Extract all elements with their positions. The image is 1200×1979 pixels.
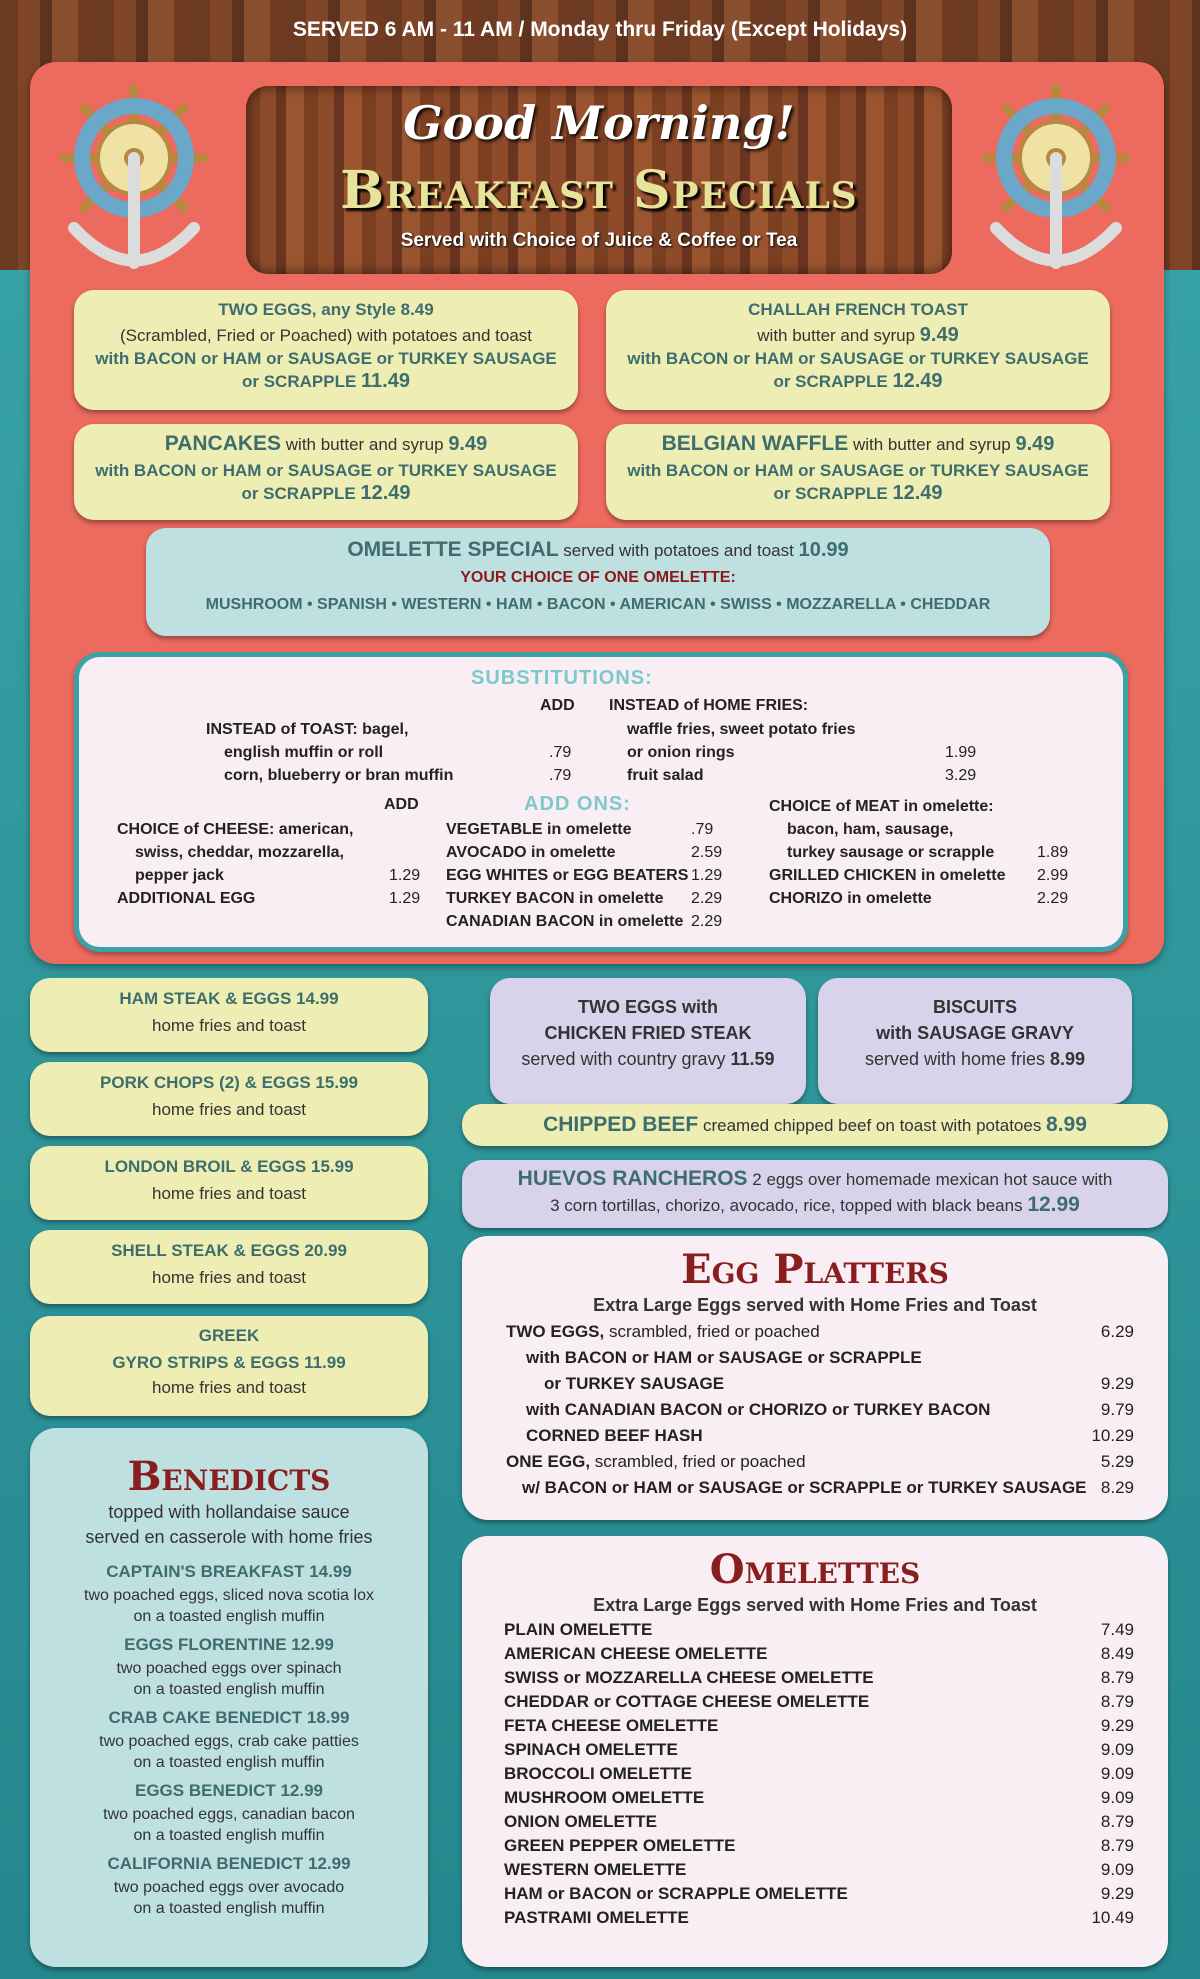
omelette-price: 9.09 <box>1100 1860 1134 1879</box>
omelette-price: 9.09 <box>1100 1788 1134 1807</box>
omelette-item: ONION OMELETTE <box>504 1812 657 1831</box>
omelette-item: FETA CHEESE OMELETTE <box>504 1716 719 1735</box>
omelette-price: 8.79 <box>1100 1668 1134 1687</box>
add-on-item: EGG WHITES or EGG BEATERS <box>446 867 689 884</box>
ship-wheel-anchor-icon <box>44 78 224 278</box>
egg-platter-row <box>544 1374 724 1394</box>
gyro-strips-eggs: GREEK GYRO STRIPS & EGGS 11.99 home fries and toast <box>30 1316 428 1416</box>
egg-platter-row <box>526 1348 922 1368</box>
add-on-price: 1.29 <box>691 867 723 884</box>
omelettes-section: Omelettes Extra Large Eggs served with Home Fries and Toast PLAIN OMELETTE 7.49 AMERICAN CHEESE OMELETTE 8.49 SWISS or MOZZARELLA CHEESE OMELETTE 8.79 CHEDDAR or COTTAGE CHEESE OMELETTE 8.79 FETA CHEESE OMELETTE 9.29 SPINACH OMELETTE 9.09 BROCCOLI OMELETTE 9.09 MUSHROOM OMELETTE 9.09 ONION OMELETTE 8.79 GREEN PEPPER OMELETTE 8.79 WESTERN OMELETTE 9.09 HAM or BACON or SCRAPPLE OMELETTE 9.29 PASTRAMI OMELETTE 10.49 <box>462 1536 1168 1967</box>
benedict-item <box>30 1558 428 1627</box>
benedicts-list <box>30 1558 428 1919</box>
egg-platter-row <box>526 1400 990 1420</box>
benedicts-section: Benedicts topped with hollandaise sauce served en casserole with home fries CAPTAIN'S BREAKFAST 14.99 two poached eggs, sliced nova scotia lox on a toasted english muffin EGGS FLORENTINE 12.99 two poached eggs over spinach on a toasted english muffin CRAB CAKE BENEDICT 18.99 two poached eggs, crab cake patties on a toasted english muffin EGGS BENEDICT 12.99 two poached eggs, canadian bacon on a toasted english muffin CALIFORNIA BENEDICT 12.99 two poached eggs over avocado on a toasted english muffin <box>30 1428 428 1967</box>
benedict-description: two poached eggs, sliced nova scotia lox <box>84 1587 374 1604</box>
egg-platter-row <box>522 1478 1087 1498</box>
benedict-description: two poached eggs, canadian bacon <box>103 1806 355 1823</box>
omelette-price: 9.29 <box>1100 1884 1134 1903</box>
egg-platter-detail: scrambled, fried or poached <box>604 1322 820 1341</box>
two-eggs-special: TWO EGGS, any Style 8.49 (Scrambled, Fried or Poached) with potatoes and toast with BACON or HAM or SAUSAGE or TURKEY SAUSAGE or SCRAPPLE 11.49 <box>74 290 578 410</box>
belgian-waffle-special: BELGIAN WAFFLE with butter and syrup 9.49 with BACON or HAM or SAUSAGE or TURKEY SAUSAGE or SCRAPPLE 12.49 <box>606 424 1110 520</box>
egg-platter-item: with CANADIAN BACON or CHORIZO or TURKEY BACON <box>526 1400 991 1419</box>
substitutions-title: SUBSTITUTIONS: <box>471 667 653 689</box>
ham-steak-eggs: HAM STEAK & EGGS 14.99 home fries and toast <box>30 978 428 1052</box>
benedict-description: on a toasted english muffin <box>133 1681 325 1698</box>
benedict-description: on a toasted english muffin <box>133 1827 325 1844</box>
egg-platter-price: 6.29 <box>1100 1322 1134 1341</box>
egg-platter-price: 8.29 <box>1100 1478 1134 1497</box>
omelette-item: MUSHROOM OMELETTE <box>504 1788 705 1807</box>
add-on-item: VEGETABLE in omelette <box>446 821 632 838</box>
benedict-description: two poached eggs over spinach <box>116 1660 342 1677</box>
omelette-item: WESTERN OMELETTE <box>504 1860 687 1879</box>
benedict-description: on a toasted english muffin <box>133 1754 325 1771</box>
omelette-item: PASTRAMI OMELETTE <box>504 1908 689 1927</box>
egg-platter-item: TWO EGGS, <box>506 1322 605 1341</box>
benedict-description: two poached eggs, crab cake patties <box>99 1733 359 1750</box>
benedict-title: EGGS BENEDICT 12.99 <box>134 1781 323 1800</box>
omelette-item: PLAIN OMELETTE <box>504 1620 653 1639</box>
add-on-item: AVOCADO in omelette <box>446 844 616 861</box>
banner-title: Breakfast Specials <box>340 160 858 221</box>
benedict-title: CRAB CAKE BENEDICT 18.99 <box>108 1708 350 1727</box>
benedict-item <box>30 1777 428 1846</box>
omelette-price: 9.29 <box>1100 1716 1134 1735</box>
add-ons-title: ADD ONS: <box>524 793 631 815</box>
egg-platter-item: w/ BACON or HAM or SAUSAGE or SCRAPPLE or TURKEY SAUSAGE <box>522 1478 1087 1497</box>
omelette-item: SWISS or MOZZARELLA CHEESE OMELETTE <box>504 1668 874 1687</box>
omelette-price: 8.79 <box>1100 1812 1134 1831</box>
omelette-price: 8.79 <box>1100 1836 1134 1855</box>
omelette-item: AMERICAN CHEESE OMELETTE <box>504 1644 768 1663</box>
london-broil-eggs: LONDON BROIL & EGGS 15.99 home fries and toast <box>30 1146 428 1220</box>
benedict-description: on a toasted english muffin <box>133 1900 325 1917</box>
omelettes-title: Omelettes <box>709 1546 921 1593</box>
omelette-item: HAM or BACON or SCRAPPLE OMELETTE <box>504 1884 848 1903</box>
omelette-item: SPINACH OMELETTE <box>504 1740 678 1759</box>
add-on-price: .79 <box>691 821 714 838</box>
shell-steak-eggs: SHELL STEAK & EGGS 20.99 home fries and toast <box>30 1230 428 1304</box>
egg-platter-price: 9.29 <box>1100 1374 1134 1393</box>
omelette-price: 9.09 <box>1100 1740 1134 1759</box>
omelette-price: 9.09 <box>1100 1764 1134 1783</box>
egg-platter-item: CORNED BEEF HASH <box>526 1426 703 1445</box>
add-on-price: 2.29 <box>691 890 723 907</box>
egg-platters-title: Egg Platters <box>681 1246 949 1293</box>
omelette-price: 10.49 <box>1091 1908 1134 1927</box>
benedict-item <box>30 1850 428 1919</box>
challah-french-toast-special: CHALLAH FRENCH TOAST with butter and syrup 9.49 with BACON or HAM or SAUSAGE or TURKEY SAUSAGE or SCRAPPLE 12.49 <box>606 290 1110 410</box>
omelette-item: GREEN PEPPER OMELETTE <box>504 1836 736 1855</box>
omelette-price: 8.49 <box>1100 1644 1134 1663</box>
omelette-item: BROCCOLI OMELETTE <box>504 1764 692 1783</box>
add-on-item: CANADIAN BACON in omelette <box>446 913 684 930</box>
egg-platter-item: or TURKEY SAUSAGE <box>544 1374 725 1393</box>
benedicts-title: Benedicts <box>127 1453 331 1500</box>
egg-platter-row <box>506 1322 820 1342</box>
benedict-title: CAPTAIN'S BREAKFAST 14.99 <box>106 1562 352 1581</box>
breakfast-banner <box>246 86 952 274</box>
banner-greeting: Good Morning! <box>403 96 795 150</box>
egg-platter-row <box>526 1426 703 1446</box>
pork-chops-eggs: PORK CHOPS (2) & EGGS 15.99 home fries and toast <box>30 1062 428 1136</box>
add-on-item: TURKEY BACON in omelette <box>446 890 664 907</box>
benedict-description: on a toasted english muffin <box>133 1608 325 1625</box>
ship-wheel-anchor-icon <box>966 78 1146 278</box>
omelette-price: 7.49 <box>1100 1620 1134 1639</box>
banner-subtitle: Served with Choice of Juice & Coffee or Tea <box>400 230 798 251</box>
egg-platter-detail: scrambled, fried or poached <box>590 1452 806 1471</box>
chipped-beef: CHIPPED BEEF creamed chipped beef on toast with potatoes 8.99 <box>462 1104 1168 1146</box>
add-on-price: 2.59 <box>691 844 723 861</box>
substitutions-box: SUBSTITUTIONS: ADD INSTEAD of TOAST: bagel, english muffin or roll .79 corn, blueberry or bran muffin .79 INSTEAD of HOME FRIES: waffle fries, sweet potato fries or onion rings 1.99 fruit salad 3.29 ADD ADD ONS: CHOICE of CHEESE: american, swiss, cheddar, mozzarella, pepper jack 1.29 ADDITIONAL EGG 1.29 VEGETABLE in omelette .79 AVOCADO in omelette 2.59 EGG WHITES or EGG BEATERS 1.29 TURKEY BACON in omelette 2.29 CANADIAN BACON in omelette 2.29 CHOICE of MEAT in omelette: bacon, ham, sausage, turkey sausage or scrapple 1.89 GRILLED CHICKEN in omelette 2.99 CHORIZO in omelette 2.29 <box>74 652 1128 952</box>
omelette-item: CHEDDAR or COTTAGE CHEESE OMELETTE <box>504 1692 870 1711</box>
omelette-special: OMELETTE SPECIAL served with potatoes and toast 10.99 YOUR CHOICE OF ONE OMELETTE: MUSHROOM • SPANISH • WESTERN • HAM • BACON • AMERICAN • SWISS • MOZZARELLA • CHEDDAR <box>146 528 1050 636</box>
chicken-fried-steak-eggs: TWO EGGS with CHICKEN FRIED STEAK served with country gravy 11.59 <box>490 978 806 1104</box>
hours-note: SERVED 6 AM - 11 AM / Monday thru Friday (Except Holidays) <box>292 18 908 41</box>
biscuits-sausage-gravy: BISCUITS with SAUSAGE GRAVY served with home fries 8.99 <box>818 978 1132 1104</box>
egg-platter-item: with BACON or HAM or SAUSAGE or SCRAPPLE <box>526 1348 922 1367</box>
huevos-rancheros: HUEVOS RANCHEROS 2 eggs over homemade mexican hot sauce with 3 corn tortillas, chorizo, avocado, rice, topped with black beans 12.99 <box>462 1160 1168 1228</box>
egg-platter-price: 5.29 <box>1100 1452 1134 1471</box>
benedict-item <box>30 1631 428 1700</box>
benedict-description: two poached eggs over avocado <box>113 1879 345 1896</box>
add-on-price: 2.29 <box>691 913 723 930</box>
egg-platter-row <box>506 1452 806 1472</box>
benedict-title: EGGS FLORENTINE 12.99 <box>124 1635 334 1654</box>
benedict-title: CALIFORNIA BENEDICT 12.99 <box>107 1854 351 1873</box>
egg-platter-price: 9.79 <box>1100 1400 1134 1419</box>
benedict-item <box>30 1704 428 1773</box>
pancakes-special: PANCAKES with butter and syrup 9.49 with BACON or HAM or SAUSAGE or TURKEY SAUSAGE or SCRAPPLE 12.49 <box>74 424 578 520</box>
egg-platter-price: 10.29 <box>1091 1426 1134 1445</box>
egg-platter-item: ONE EGG, <box>506 1452 591 1471</box>
omelette-price: 8.79 <box>1100 1692 1134 1711</box>
egg-platters-section: Egg Platters Extra Large Eggs served with Home Fries and Toast TWO EGGS, scrambled, fried or poached 6.29 with BACON or HAM or SAUSAGE or SCRAPPLE or TURKEY SAUSAGE 9.29 with CANADIAN BACON or CHORIZO or TURKEY BACON 9.79 CORNED BEEF HASH 10.29 ONE EGG, scrambled, fried or poached 5.29 w/ BACON or HAM or SAUSAGE or SCRAPPLE or TURKEY SAUSAGE 8.29 <box>462 1236 1168 1520</box>
